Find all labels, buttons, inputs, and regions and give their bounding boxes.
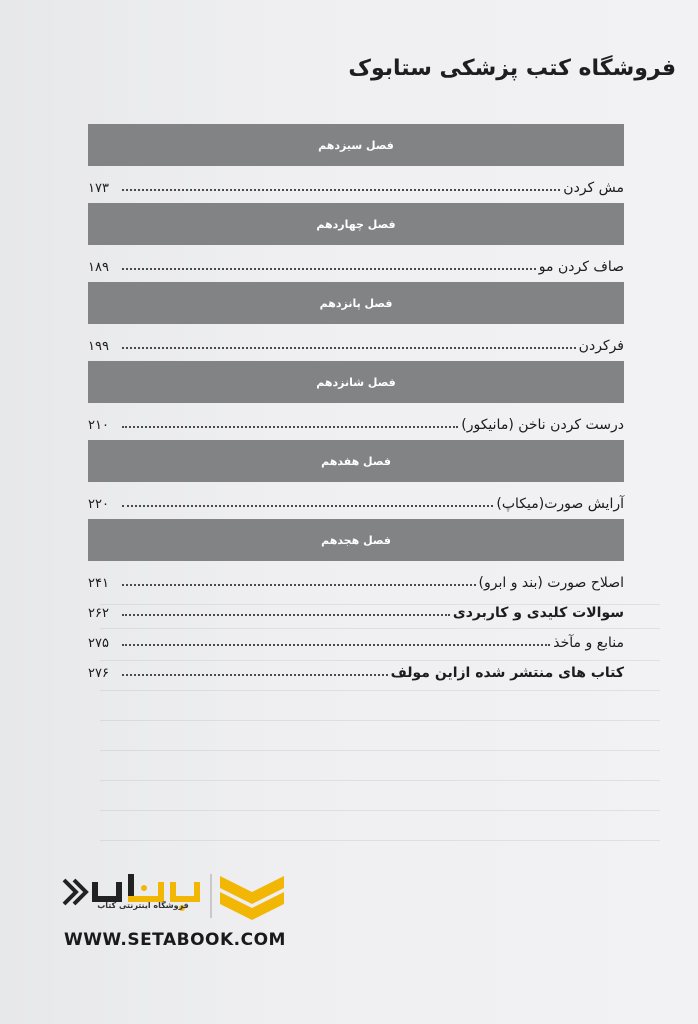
chapter-header: فصل هفدهم (88, 440, 624, 482)
dot-leader (122, 188, 560, 191)
chapter-header: فصل سیزدهم (88, 124, 624, 166)
dot-leader (122, 504, 493, 507)
dot-leader (122, 583, 476, 586)
dot-leader (122, 643, 550, 646)
toc-entry-title: مش کردن (563, 180, 624, 196)
page-title: فروشگاه کتب پزشکی ستابوک (348, 56, 676, 81)
logo-subtitle: فروشگاه اینترنتی کتاب (97, 901, 189, 910)
toc-entry-page: ۲۷۵ (88, 636, 109, 651)
table-of-contents (88, 124, 624, 681)
chapter-header: فصل شانزدهم (88, 361, 624, 403)
toc-entry-page: ۲۱۰ (88, 418, 109, 433)
toc-entry-page: ۲۴۱ (88, 576, 109, 591)
toc-entry (88, 166, 624, 196)
logo-divider (210, 874, 212, 918)
site-url: WWW.SETABOOK.COM (64, 930, 286, 950)
toc-entry-title: اصلاح صورت (بند و ابرو) (478, 575, 624, 591)
toc-entry-title: فرکردن (578, 338, 624, 354)
show-through-line (100, 780, 660, 781)
toc-entry-title: منابع و مآخذ (553, 635, 624, 651)
dot-leader (122, 425, 458, 428)
toc-entry-title: آرایش صورت(میکاپ) (496, 496, 624, 512)
toc-entry-page: ۱۸۹ (88, 260, 109, 275)
toc-entry-title: کتاب های منتشر شده ازاین مولف (390, 665, 624, 681)
toc-entry (88, 591, 624, 621)
toc-entry-title: صاف کردن مو (538, 259, 624, 275)
show-through-line (100, 810, 660, 811)
chapter-header: فصل هجدهم (88, 519, 624, 561)
dot-leader (122, 267, 536, 270)
chapter-header: فصل چهاردهم (88, 203, 624, 245)
logo-mark-icon (220, 876, 284, 920)
toc-entry (88, 482, 624, 512)
dot-leader (122, 673, 388, 676)
dot-leader (122, 613, 450, 616)
setabook-logo (58, 866, 298, 926)
toc-entry (88, 403, 624, 433)
chapter-header: فصل پانزدهم (88, 282, 624, 324)
toc-entry (88, 245, 624, 275)
toc-entry (88, 561, 624, 591)
toc-entry-title: سوالات کلیدی و کاربردی (452, 605, 624, 621)
toc-entry (88, 651, 624, 681)
dot-leader (122, 346, 576, 349)
show-through-line (100, 690, 660, 691)
toc-entry (88, 621, 624, 651)
toc-entry-page: ۲۲۰ (88, 497, 109, 512)
toc-entry (88, 324, 624, 354)
toc-entry-page: ۲۶۲ (88, 606, 109, 621)
toc-entry-page: ۲۷۶ (88, 666, 109, 681)
show-through-line (100, 720, 660, 721)
toc-entry-page: ۱۷۳ (88, 181, 109, 196)
toc-entry-page: ۱۹۹ (88, 339, 109, 354)
show-through-line (100, 840, 660, 841)
toc-entry-title: درست کردن ناخن (مانیکور) (461, 417, 624, 433)
show-through-line (100, 750, 660, 751)
